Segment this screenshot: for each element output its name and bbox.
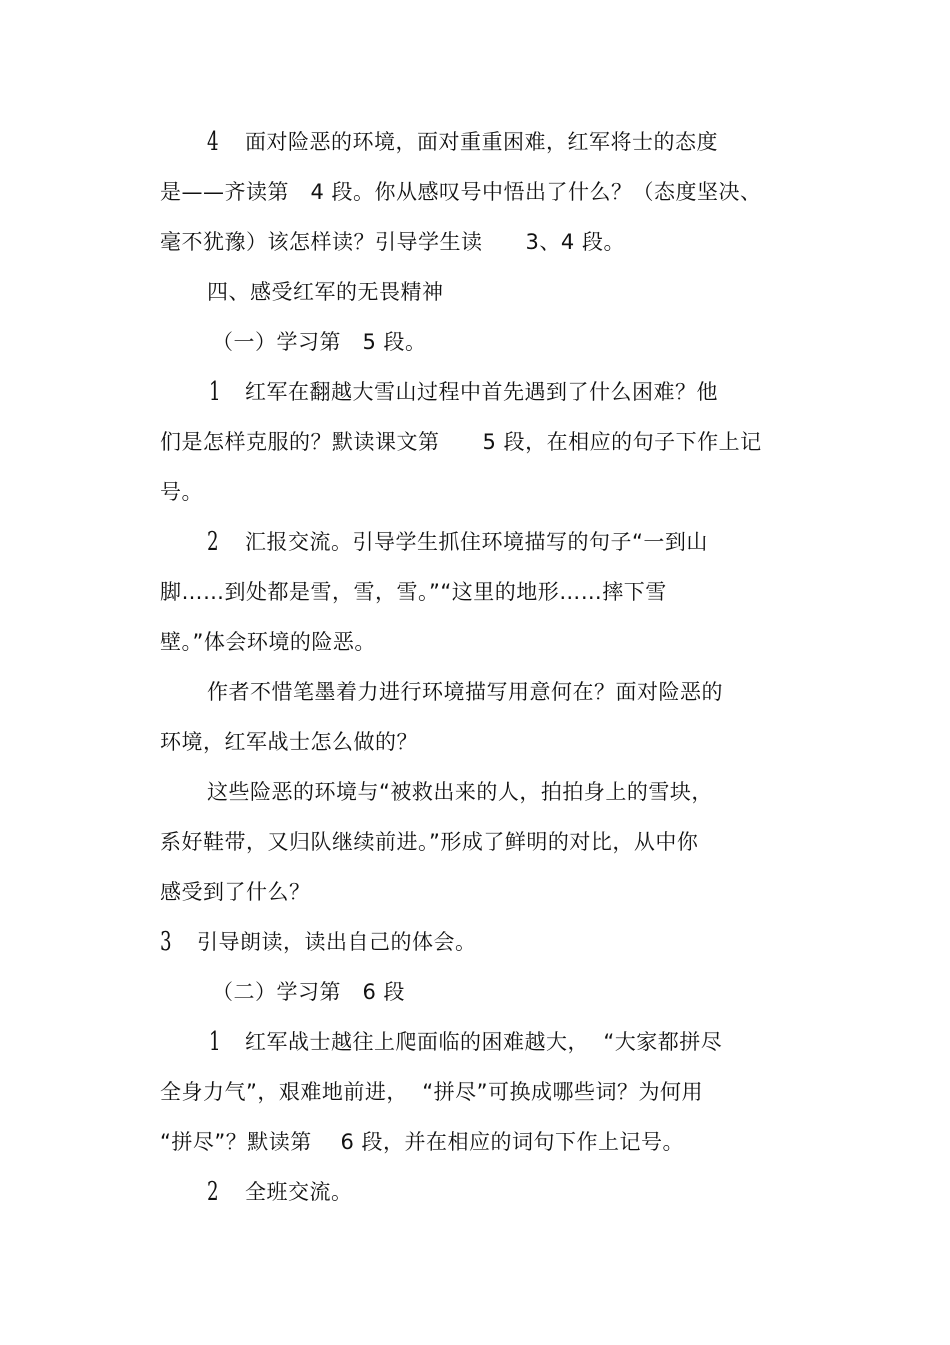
item-number: 4 bbox=[207, 127, 219, 157]
item-number: 1 bbox=[209, 377, 221, 407]
paragraph-line: 引导朗读，读出自己的体会。 bbox=[197, 930, 477, 954]
paragraph-line: 作者不惜笔墨着力进行环境描写用意何在？面对险恶的 bbox=[207, 680, 723, 704]
paragraph-line: 壁。”体会环境的险恶。 bbox=[160, 630, 376, 654]
paragraph-line: 红军战士越往上爬面临的困难越大， “大家都拼尽 bbox=[245, 1030, 723, 1054]
paragraph-line: 系好鞋带，又归队继续前进。”形成了鲜明的对比，从中你 bbox=[160, 830, 699, 854]
paragraph-line: 感受到了什么？ bbox=[160, 880, 311, 904]
paragraph-line: 环境，红军战士怎么做的？ bbox=[160, 730, 418, 754]
subsection-heading: （二）学习第 6 段 bbox=[212, 980, 406, 1004]
paragraph-line: 号。 bbox=[160, 480, 203, 504]
item-number: 2 bbox=[207, 527, 219, 557]
item-number: 2 bbox=[207, 1177, 219, 1207]
section-heading: 四、感受红军的无畏精神 bbox=[207, 280, 444, 304]
paragraph-line: 毫不犹豫）该怎样读？引导学生读 3、4 段。 bbox=[160, 230, 625, 254]
paragraph-line: 全身力气”，艰难地前进， “拼尽”可换成哪些词？为何用 bbox=[160, 1080, 703, 1104]
paragraph-line: 汇报交流。引导学生抓住环境描写的句子“一到山 bbox=[245, 530, 708, 554]
paragraph-line: 红军在翻越大雪山过程中首先遇到了什么困难？他 bbox=[245, 380, 718, 404]
paragraph-line: 面对险恶的环境，面对重重困难，红军将士的态度 bbox=[245, 130, 718, 154]
paragraph-line: “拼尽”？默读第 6 段，并在相应的词句下作上记号。 bbox=[160, 1130, 684, 1154]
paragraph-line: 全班交流。 bbox=[245, 1180, 353, 1204]
paragraph-line: 这些险恶的环境与“被救出来的人，拍拍身上的雪块， bbox=[207, 780, 713, 804]
item-number: 1 bbox=[209, 1027, 221, 1057]
item-number: 3 bbox=[160, 927, 172, 957]
subsection-heading: （一）学习第 5 段。 bbox=[212, 330, 427, 354]
paragraph-line: 们是怎样克服的？默读课文第 5 段，在相应的句子下作上记 bbox=[160, 430, 762, 454]
paragraph-line: 脚……到处都是雪，雪，雪。”“这里的地形……摔下雪 bbox=[160, 580, 667, 604]
paragraph-line: 是——齐读第 4 段。你从感叹号中悟出了什么？（态度坚决、 bbox=[160, 180, 762, 204]
